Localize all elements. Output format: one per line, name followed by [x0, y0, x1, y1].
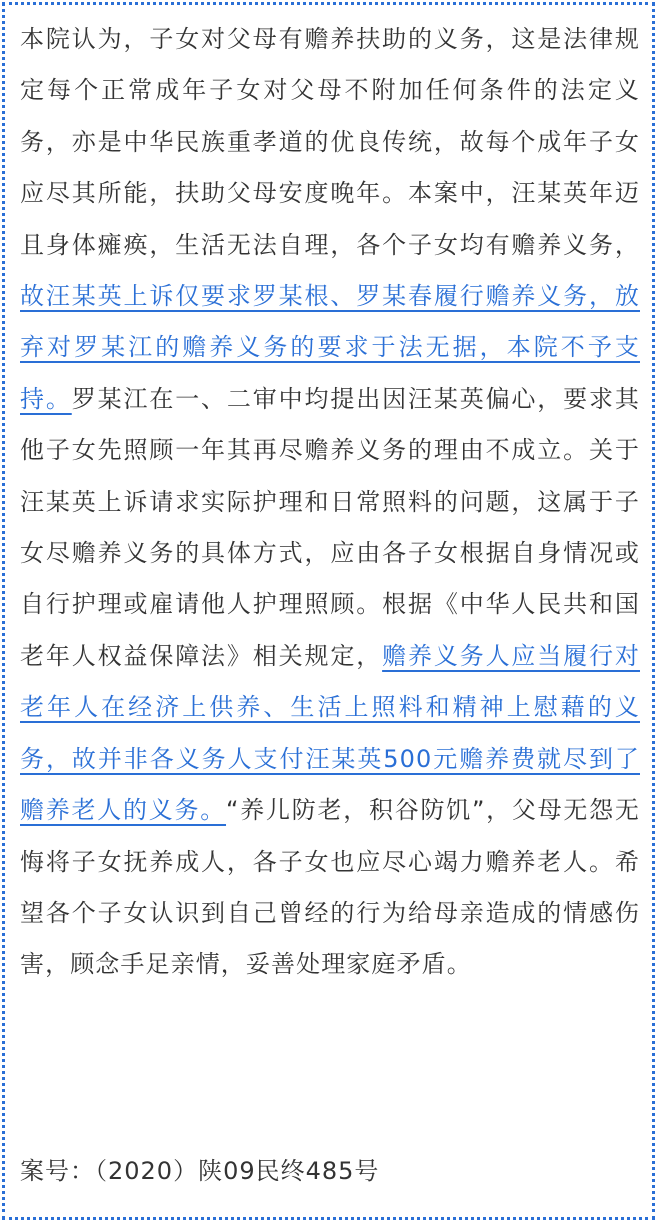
paragraph-text-2: 罗某江在一、二审中均提出因汪某英偏心，要求其他子女先照顾一年其再尽赡养义务的理由不成立。关于汪某英上诉请求实际护理和日常照料的问题，这属于子女尽赡养义务的具体方式，应由各子女根据自身情况或自行护理或雇请他人护理照顾。根据《中华人民共和国老年人权益保障法》相关规定，	[20, 384, 640, 670]
highlighted-link-1[interactable]: 故汪某英上诉仅要求罗某根、罗某春履行赡养义务，放弃对罗某江的赡养义务的要求于法无据，本院不予支持。	[20, 282, 640, 413]
paragraph-text-1: 本院认为，子女对父母有赡养扶助的义务，这是法律规定每个正常成年子女对父母不附加任何条件的法定义务，亦是中华民族重孝道的优良传统，故每个成年子女应尽其所能，扶助父母安度晚年。本案中，汪某英年迈且身体瘫痪，生活无法自理，各个子女均有赡养义务，	[20, 25, 640, 259]
case-number: 案号：（2020）陕09民终485号	[20, 1157, 380, 1185]
highlighted-link-2[interactable]: 赡养义务人应当履行对老年人在经济上供养、生活上照料和精神上慰藉的义务，故并非各义务人支付汪某英500元赡养费就尽到了赡养老人的义务。	[20, 641, 640, 825]
judgment-paragraph	[20, 14, 640, 991]
paragraph-text-3: “养儿防老，积谷防饥”，父母无怨无悔将子女抚养成人，各子女也应尽心竭力赡养老人。希望各个子女认识到自己曾经的行为给母亲造成的情感伤害，顾念手足亲情，妥善处理家庭矛盾。	[20, 796, 640, 979]
